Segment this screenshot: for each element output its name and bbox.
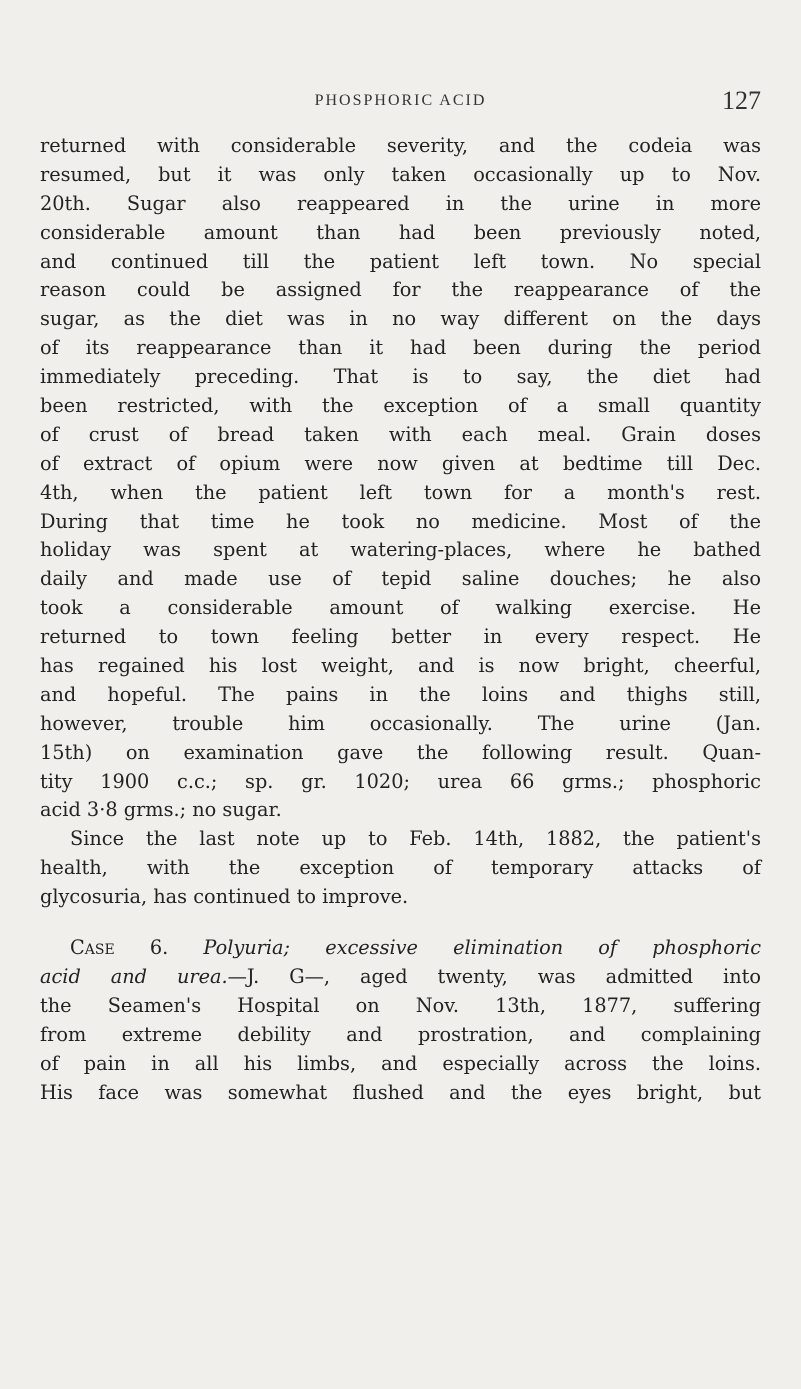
text-line: returned with considerable severity, and the codeia was [40, 134, 761, 157]
text-line: however, trouble him occasionally. The urine (Jan. [40, 711, 761, 735]
text-line: and hopeful. The pains in the loins and thighs still, [40, 682, 761, 706]
text-line: 4th, when the patient left town for a month's rest. [40, 480, 761, 504]
running-title: PHOSPHORIC ACID [314, 92, 487, 109]
text-line: glycosuria, has continued to improve. [40, 885, 409, 909]
text-line: of crust of bread taken with each meal. Grain doses [40, 422, 761, 446]
paragraph-start-line: Since the last note up to Feb. 14th, 1882, the patient's [70, 827, 761, 851]
text-line: of pain in all his limbs, and especially across the loins. [40, 1051, 761, 1075]
text-line: reason could be assigned for the reappearance of the [40, 278, 761, 302]
case-heading-line-2 [40, 963, 761, 992]
page-number: 127 [722, 86, 761, 115]
text-line: of extract of opium were now given at bedtime till Dec. [40, 451, 761, 475]
text-line: returned to town feeling better in every respect. He [40, 625, 761, 649]
text-line: During that time he took no medicine. Most of the [40, 509, 761, 533]
text-line: from extreme debility and prostration, and complaining [40, 1022, 761, 1046]
text-line: immediately preceding. That is to say, the diet had [40, 365, 761, 389]
text-line: health, with the exception of temporary attacks of [40, 856, 761, 880]
text-line: tity 1900 c.c.; sp. gr. 1020; urea 66 grms.; phosphoric [40, 769, 761, 793]
text-line: been restricted, with the exception of a small quantity [40, 394, 761, 418]
case-label: Case 6. [70, 936, 169, 960]
paragraph-gap [40, 912, 761, 934]
text-line: sugar, as the diet was in no way different on the days [40, 307, 761, 331]
text-line: considerable amount than had been previously noted, [40, 220, 761, 244]
case-title-part1: Polyuria; excessive elimination of phosphoric [203, 936, 762, 960]
text-line: took a considerable amount of walking exercise. He [40, 596, 761, 620]
text-line: the Seamen's Hospital on Nov. 13th, 1877, suffering [40, 993, 761, 1017]
text-line: holiday was spent at watering-places, where he bathed [40, 538, 761, 562]
body-text [40, 132, 761, 1107]
text-line: has regained his lost weight, and is now bright, cheerful, [40, 654, 761, 678]
text-line: 20th. Sugar also reappeared in the urine in more [40, 191, 761, 215]
running-head [40, 86, 761, 126]
text-line: resumed, but it was only taken occasionally up to Nov. [40, 162, 761, 186]
case-heading-line [40, 934, 761, 963]
text-line: His face was somewhat flushed and the eyes bright, but [40, 1080, 761, 1104]
case-intro-text: —J. G—, aged twenty, was admitted into [227, 964, 761, 988]
text-line: of its reappearance than it had been during the period [40, 336, 761, 360]
text-line: 15th) on examination gave the following result. Quan- [40, 740, 761, 764]
text-line: acid 3·8 grms.; no sugar. [40, 798, 282, 822]
case-title-part2: acid and urea. [40, 964, 228, 988]
text-line: daily and made use of tepid saline douches; he also [40, 567, 761, 591]
text-line: and continued till the patient left town. No special [40, 249, 761, 273]
